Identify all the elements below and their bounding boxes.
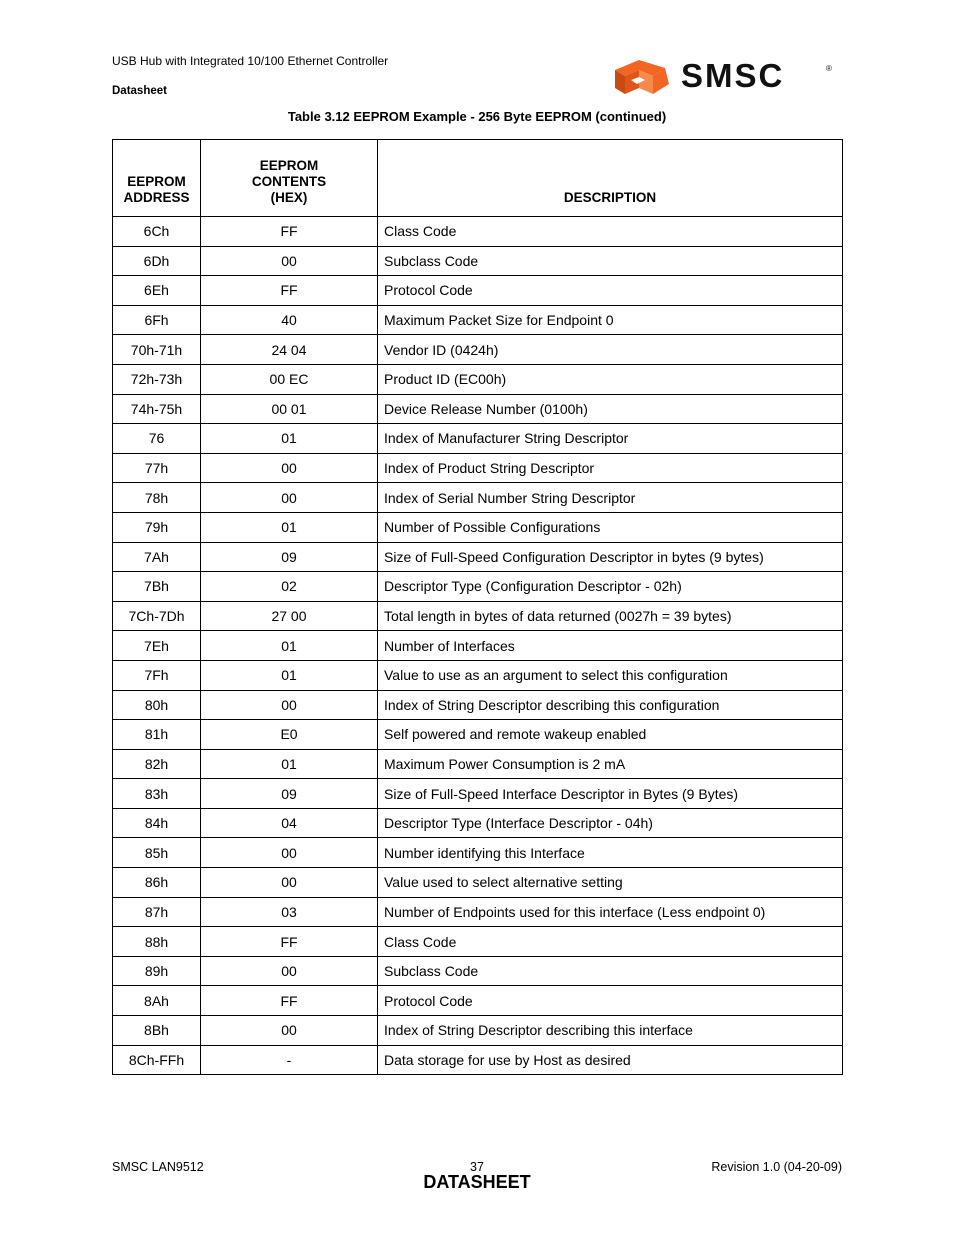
table-row [113,276,843,306]
table-row [113,868,843,898]
cell-contents: 01 [201,512,378,542]
table-row [113,512,843,542]
table-row [113,631,843,661]
table-row [113,838,843,868]
cell-contents: 02 [201,572,378,602]
column-header-line: EEPROM [259,158,319,173]
cell-description: Size of Full-Speed Configuration Descriptor in bytes (9 bytes) [378,542,843,572]
table-header-row [113,140,843,217]
cell-contents: 09 [201,542,378,572]
cell-description: Value used to select alternative setting [378,868,843,898]
cell-description: Device Release Number (0100h) [378,394,843,424]
footer-datasheet-label: DATASHEET [423,1172,531,1192]
cell-contents: FF [201,986,378,1016]
cell-contents: 24 04 [201,335,378,365]
cell-contents: 00 [201,453,378,483]
column-header-address [113,140,201,217]
cell-description: Number identifying this Interface [378,838,843,868]
cell-description: Number of Possible Configurations [378,512,843,542]
cell-address: 6Ch [113,217,201,247]
table-row [113,542,843,572]
cell-description: Class Code [378,217,843,247]
cell-address: 6Fh [113,305,201,335]
cell-description: Index of Serial Number String Descriptor [378,483,843,513]
cell-contents: E0 [201,720,378,750]
table-row [113,453,843,483]
footer-product: SMSC LAN9512 [112,1160,204,1174]
cell-contents: - [201,1045,378,1075]
eeprom-table [112,139,843,1075]
registered-mark: ® [826,64,832,73]
footer-revision: Revision 1.0 (04-20-09) [711,1160,842,1174]
table-row [113,335,843,365]
cell-address: 7Eh [113,631,201,661]
cell-address: 89h [113,956,201,986]
cell-address: 79h [113,512,201,542]
table-row [113,660,843,690]
cell-address: 80h [113,690,201,720]
cell-contents: 00 [201,838,378,868]
cell-address: 7Bh [113,572,201,602]
cell-address: 70h-71h [113,335,201,365]
cell-description: Subclass Code [378,246,843,276]
cell-contents: 00 [201,1016,378,1046]
cell-description: Value to use as an argument to select this configuration [378,660,843,690]
cell-description: Maximum Packet Size for Endpoint 0 [378,305,843,335]
cell-contents: 27 00 [201,601,378,631]
table-row [113,956,843,986]
cell-description: Protocol Code [378,276,843,306]
table-row [113,690,843,720]
table-row [113,749,843,779]
cell-contents: 00 01 [201,394,378,424]
cell-description: Index of Manufacturer String Descriptor [378,424,843,454]
cell-address: 6Eh [113,276,201,306]
column-header-line: CONTENTS [251,174,327,189]
table-row [113,808,843,838]
cell-description: Index of Product String Descriptor [378,453,843,483]
table-row [113,1045,843,1075]
table-row [113,364,843,394]
cell-description: Index of String Descriptor describing this interface [378,1016,843,1046]
cell-description: Product ID (EC00h) [378,364,843,394]
table-row [113,986,843,1016]
cell-description: Maximum Power Consumption is 2 mA [378,749,843,779]
cell-description: Class Code [378,927,843,957]
footer-page-number: 37 [470,1160,484,1174]
cell-contents: 00 [201,690,378,720]
cell-description: Size of Full-Speed Interface Descriptor in Bytes (9 Bytes) [378,779,843,809]
table-row [113,217,843,247]
table-row [113,927,843,957]
smsc-emblem-icon [615,60,669,94]
column-header-line: EEPROM [127,174,186,189]
cell-contents: 04 [201,808,378,838]
document-title: USB Hub with Integrated 10/100 Ethernet Controller [112,54,389,68]
cell-description: Number of Endpoints used for this interface (Less endpoint 0) [378,897,843,927]
cell-contents: FF [201,217,378,247]
cell-address: 72h-73h [113,364,201,394]
cell-description: Index of String Descriptor describing this configuration [378,690,843,720]
table-row [113,305,843,335]
logo-wordmark: SMSC [681,57,785,94]
cell-contents: 00 [201,246,378,276]
table-row [113,720,843,750]
cell-contents: 01 [201,631,378,661]
table-row [113,1016,843,1046]
cell-description: Number of Interfaces [378,631,843,661]
column-header-line: (HEX) [270,190,308,205]
cell-address: 82h [113,749,201,779]
column-header-description: DESCRIPTION [378,140,843,217]
column-header-line: ADDRESS [123,190,190,205]
cell-contents: 00 [201,483,378,513]
cell-address: 6Dh [113,246,201,276]
cell-contents: FF [201,927,378,957]
cell-contents: 01 [201,424,378,454]
cell-contents: 01 [201,749,378,779]
table-row [113,246,843,276]
table-row [113,394,843,424]
table-row [113,572,843,602]
document-type: Datasheet [112,85,167,97]
cell-contents: 00 [201,868,378,898]
cell-address: 83h [113,779,201,809]
cell-address: 74h-75h [113,394,201,424]
cell-description: Descriptor Type (Configuration Descriptor - 02h) [378,572,843,602]
cell-address: 78h [113,483,201,513]
cell-description: Vendor ID (0424h) [378,335,843,365]
cell-address: 8Bh [113,1016,201,1046]
cell-address: 86h [113,868,201,898]
cell-description: Descriptor Type (Interface Descriptor - 04h) [378,808,843,838]
cell-address: 7Ch-7Dh [113,601,201,631]
cell-contents: FF [201,276,378,306]
cell-address: 77h [113,453,201,483]
table-row [113,779,843,809]
cell-address: 84h [113,808,201,838]
cell-contents: 00 [201,956,378,986]
cell-contents: 00 EC [201,364,378,394]
table-caption: Table 3.12 EEPROM Example - 256 Byte EEPROM (continued) [287,109,667,124]
cell-contents: 03 [201,897,378,927]
table-row [113,483,843,513]
cell-address: 8Ah [113,986,201,1016]
cell-address: 76 [113,424,201,454]
cell-description: Subclass Code [378,956,843,986]
cell-contents: 09 [201,779,378,809]
cell-contents: 01 [201,660,378,690]
cell-address: 85h [113,838,201,868]
cell-address: 7Fh [113,660,201,690]
cell-contents: 40 [201,305,378,335]
cell-address: 81h [113,720,201,750]
cell-description: Data storage for use by Host as desired [378,1045,843,1075]
cell-description: Total length in bytes of data returned (0027h = 39 bytes) [378,601,843,631]
table-row [113,601,843,631]
cell-address: 8Ch-FFh [113,1045,201,1075]
cell-address: 87h [113,897,201,927]
cell-address: 88h [113,927,201,957]
cell-address: 7Ah [113,542,201,572]
column-header-contents [201,140,378,217]
table-row [113,424,843,454]
table-row [113,897,843,927]
cell-description: Self powered and remote wakeup enabled [378,720,843,750]
smsc-logo [613,56,843,98]
cell-description: Protocol Code [378,986,843,1016]
